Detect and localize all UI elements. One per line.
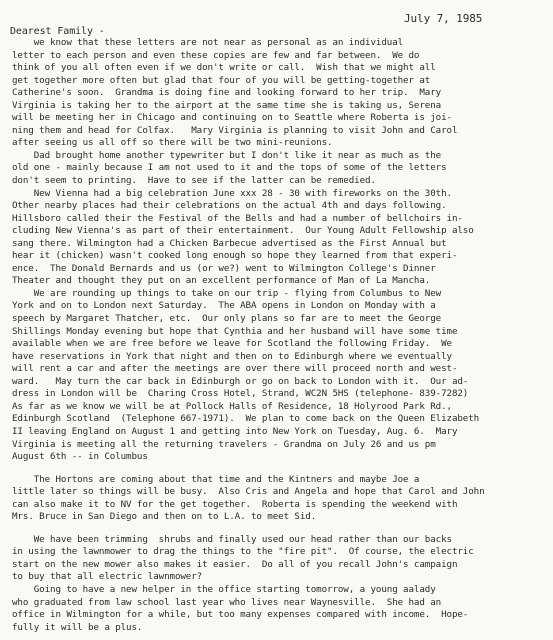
letter-line: Theater and thought they put on an excellent performance of Man of La Mancha. [12,275,431,287]
letter-line: As far as we know we will be at Pollock Halls of Residence, 18 Holyrood Park Rd., [12,400,452,412]
letter-line: Catherine's soon. Grandma is doing fine and looking forward to her trip. Mary [12,87,442,99]
letter-line: speech by Margaret Thatcher, etc. Our only plans so far are to meet the George [12,313,442,325]
letter-line: We are rounding up things to take on our trip - flying from Columbus to New [12,287,442,299]
letter-line: who graduated from law school last year who lives near Waynesville. She had an [12,596,442,608]
letter-line: Dad brought home another typewriter but I don't like it near as much as the [12,149,442,161]
letter-line: don't seem to printing. Have to see if the latter can be remedied. [12,175,376,187]
letter-line: Edinburgh Scotland (Telephone 667-1971). We plan to come back on the Queen Elizabeth [12,413,480,425]
letter-line: We have been trimming shrubs and finally used our head rather than our backs [12,533,452,545]
letter-line: in using the lawnmower to drag the things to the "fire pit". Of course, the electric [12,546,474,558]
letter-line: little later so things will be busy. Also Cris and Angela and hope that Carol and John [12,486,485,498]
letter-line: ning them and head for Colfax. Mary Virginia is planning to visit John and Carol [12,124,458,136]
letter-date: July 7, 1985 [404,12,483,25]
letter-line: New Vienna had a big celebration June xxx 28 - 30 with fireworks on the 30th. [12,187,452,199]
letter-line: Other nearby places had their celebrations on the actual 4th and days following. [12,200,447,212]
letter-line: after seeing us all off so there will be two mini-reunions. [12,137,333,149]
letter-paragraph [12,534,552,584]
paragraph-gap [12,464,552,474]
letter-line: office in Wilmington for a while, but too many expenses compared with income. Hope- [12,609,469,621]
letter-line: fully it will be a plus. [12,621,143,633]
letter-line: hear it (chicken) wasn't cooked long enough so hope they learned from that experi- [12,250,458,262]
letter-line: start on the new mower also makes it easier. Do all of you recall John's campaign [12,558,458,570]
letter-paragraph [12,37,552,150]
letter-paragraph [12,188,552,288]
letter-line: Going to have a new helper in the office starting tomorrow, a young aalady [12,583,436,595]
letter-line: Mrs. Bruce in San Diego and then on to L.A. to meet Sid. [12,511,317,523]
letter-line: have reservations in York that night and then on to Edinburgh where we eventually [12,350,452,362]
letter-line: ward. May turn the car back in Edinburgh or go on back to London with it. Our ad- [12,375,469,387]
letter-line: to buy that all electric lawnmower? [12,571,203,583]
letter-line: think of you all often even if we don't write or call. Wish that we might all [12,62,436,74]
letter-paragraph [12,288,552,464]
letter-line: we know that these letters are not near as personal as an individual [12,37,404,48]
letter-body [12,37,552,634]
letter-line: cluding New Vienna's as part of their entertainment. Our Young Adult Fellowship also [12,225,474,237]
letter-line: dress in London will be Charing Cross Hotel, Strand, WC2N 5HS (telephone- 839-7282) [12,388,469,400]
letter-line: will be meeting her in Chicago and continuing on to Seattle where Roberta is joi- [12,112,452,124]
letter-line: letter to each person and even these copies are few and far between. We do [12,49,420,61]
letter-line: Shillings Monday evening but hope that Cynthia and her husband will have some time [12,325,458,337]
letter-line: available when we are free before we leave for Scotland the following Friday. We [12,338,452,350]
letter-line: get together more often but glad that four of you will be getting-together at [12,74,431,86]
letter-line: can also make it to NV for the get together. Roberta is spending the weekend with [12,498,458,510]
letter-line: sang there. Wilmington had a Chicken Barbecue advertised as the First Annual but [12,237,447,249]
paragraph-gap [12,524,552,534]
letter-salutation: Dearest Family - [10,26,105,37]
letter-line: Virginia is taking her to the airport at the same time she is taking us, Serena [12,99,442,111]
letter-paragraph [12,474,552,524]
letter-line: The Hortons are coming about that time and the Kintners and maybe Joe a [12,473,420,485]
letter-line: Virginia is meeting all the returning travelers - Grandma on July 26 and us pm [12,438,436,450]
letter-line: York and on to London next Saturday. The ABA opens in London on Monday with a [12,300,436,312]
letter-line: ence. The Donald Bernards and us (or we?) went to Wilmington College's Dinner [12,262,436,274]
letter-line: Hillsboro called their the Festival of the Bells and had a number of bellchoirs in- [12,212,463,224]
letter-paragraph [12,150,552,188]
letter-line: II leaving England on August 1 and getting into New York on Tuesday, Aug. 6. Mary [12,425,458,437]
letter-paragraph [12,584,552,634]
letter-line: will rent a car and after the meetings are over there will proceed north and west- [12,363,458,375]
letter-line: August 6th -- in Columbus [12,451,148,463]
letter-line: old one - mainly because I am not used to it and the tops of some of the letters [12,162,447,174]
